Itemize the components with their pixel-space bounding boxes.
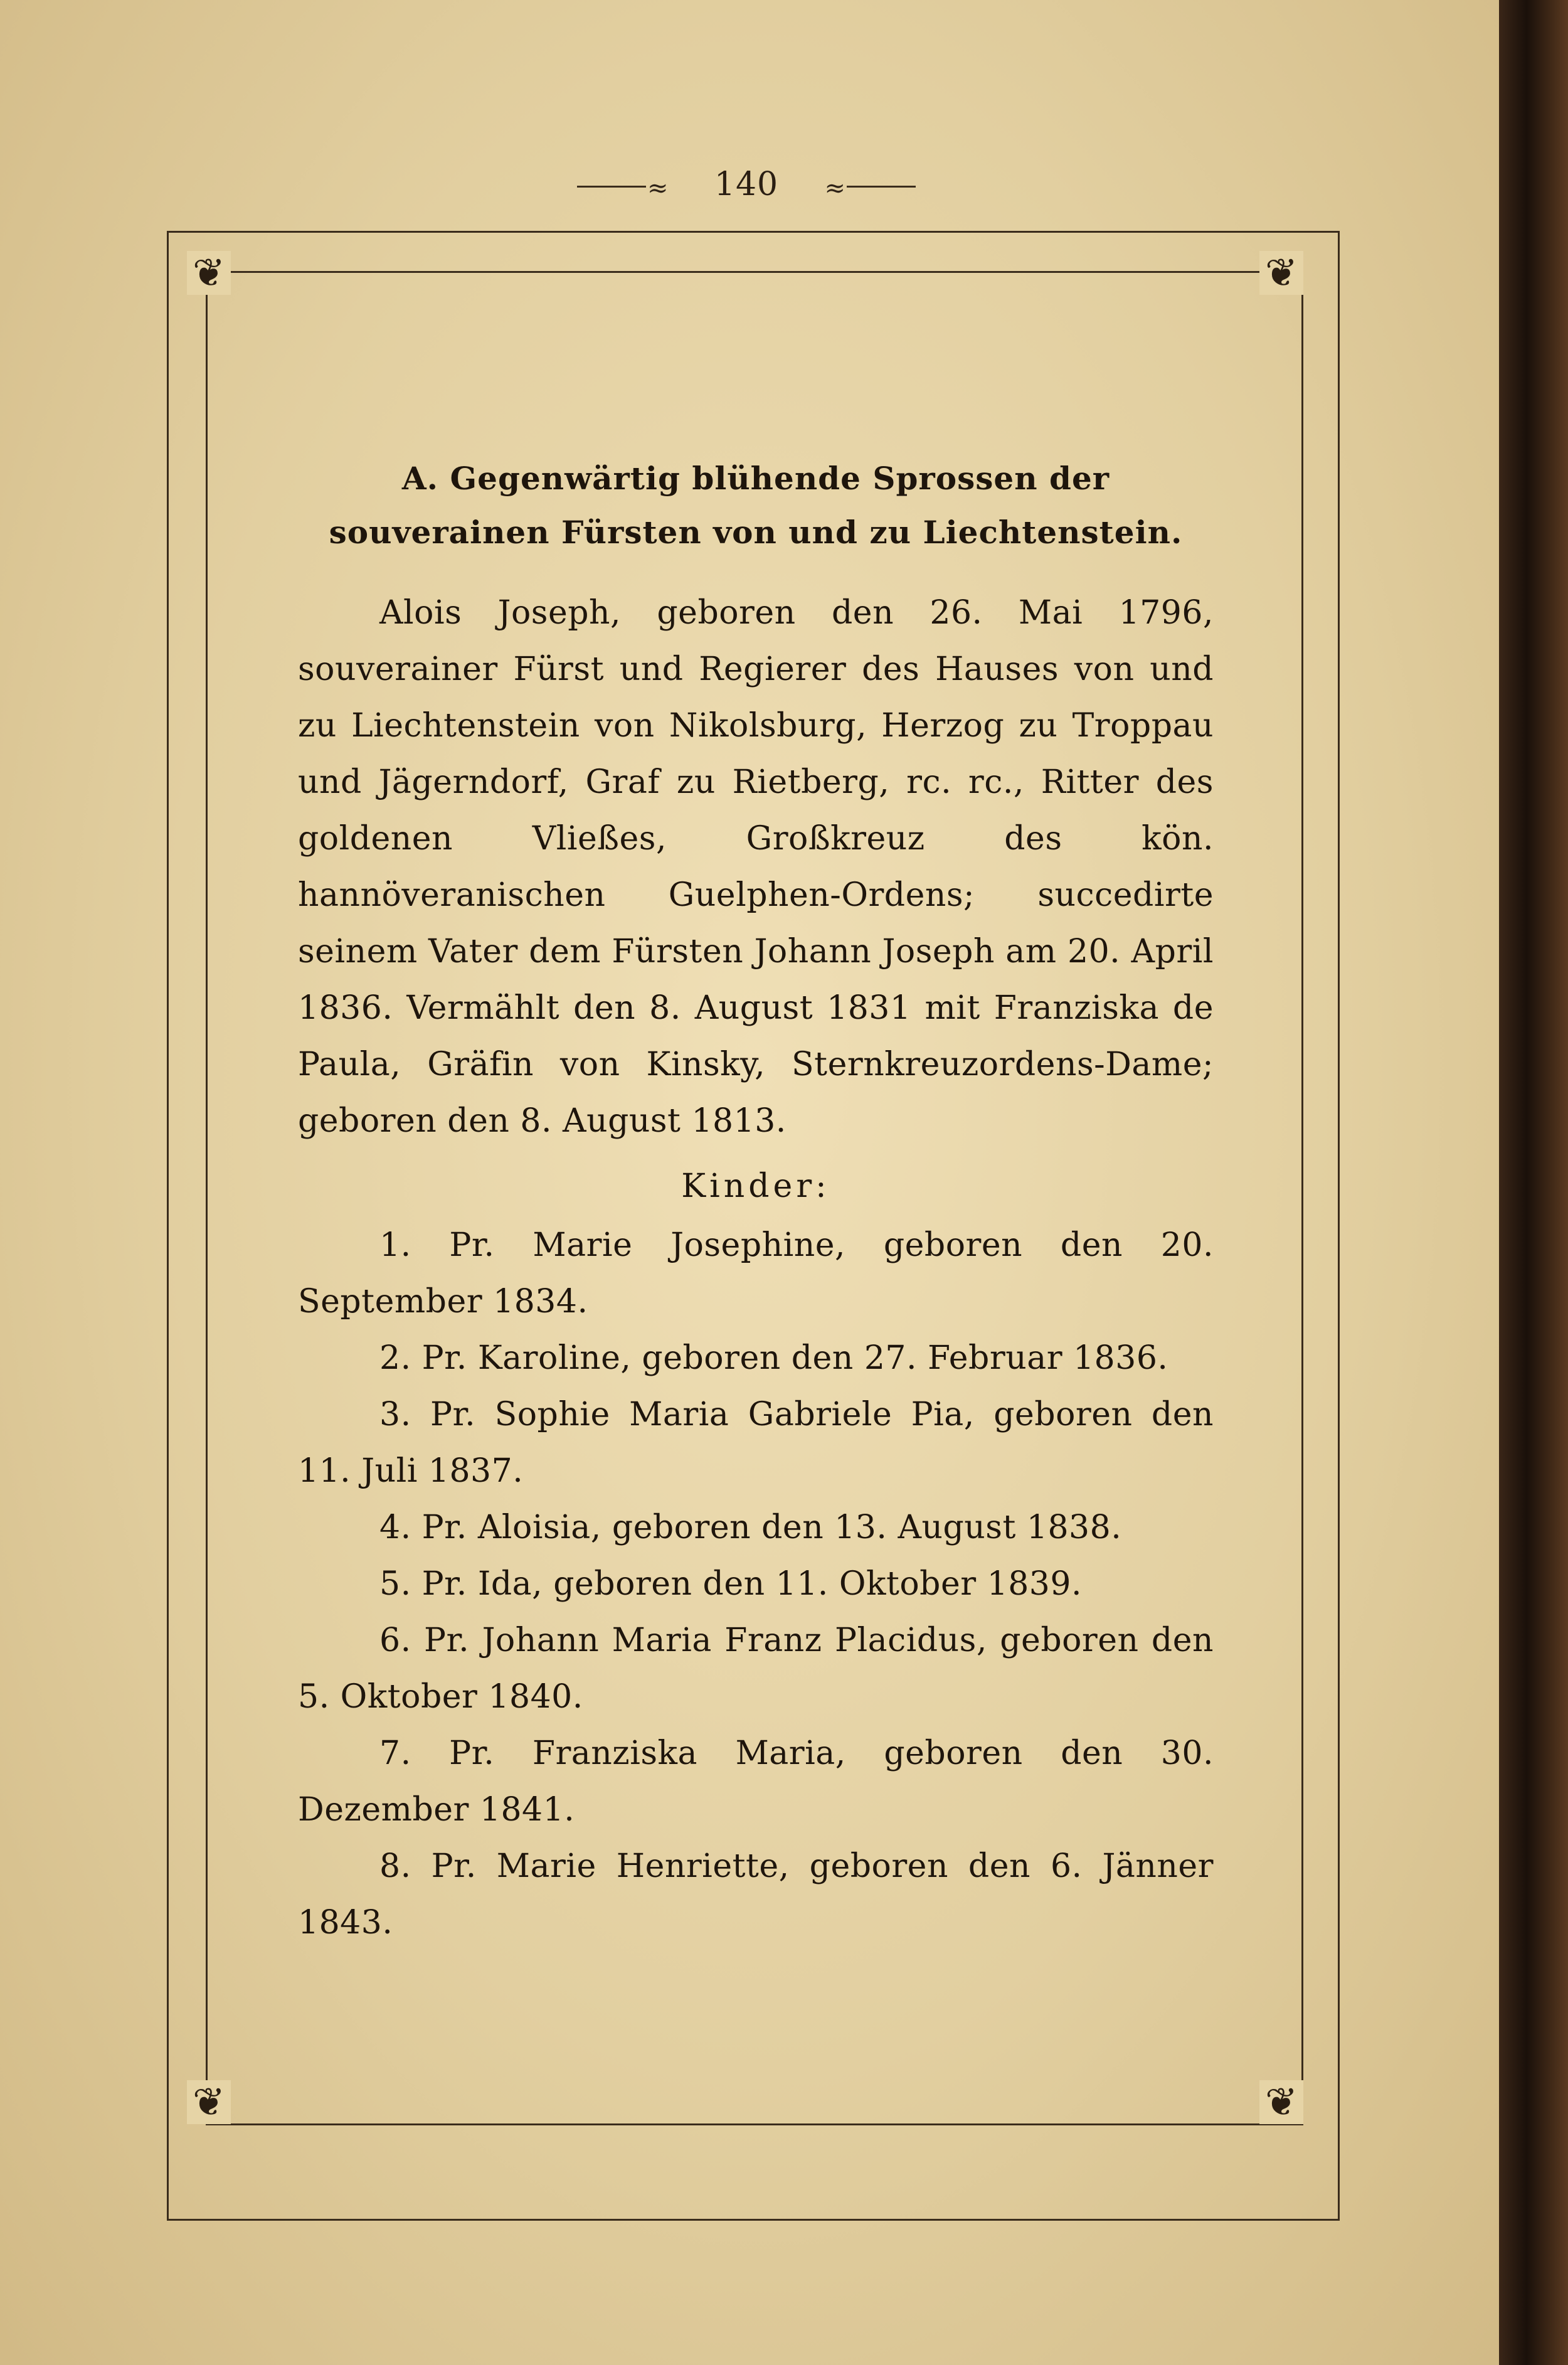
child-entry-5: 5. Pr. Ida, geboren den 11. Oktober 1839. [379,1565,1082,1603]
child-entry-1: 1. Pr. Marie Josephine, geboren den 20. September 1834. [298,1226,1214,1321]
section-heading: A. Gegenwärtig blühende Sprossen der souverainen Fürsten von und zu Liechtenstein. [329,460,1183,551]
page-header [577,164,916,208]
corner-ornament-top-left-icon: ❦ [187,251,231,295]
corner-ornament-top-right-icon: ❦ [1259,251,1303,295]
child-entry-4: 4. Pr. Aloisia, geboren den 13. August 1838. [379,1509,1122,1546]
child-entry-2: 2. Pr. Karoline, geboren den 27. Februar 1836. [379,1339,1168,1377]
header-ornament-right-icon: ≈ [824,174,845,203]
child-entry-8: 8. Pr. Marie Henriette, geboren den 6. Jänner 1843. [298,1847,1214,1942]
book-spine-edge [1499,0,1568,2365]
corner-ornament-bottom-right-icon: ❦ [1259,2080,1303,2124]
children-label: Kinder: [681,1167,830,1205]
page-number: 140 [714,166,779,203]
biography-paragraph: Alois Joseph, geboren den 26. Mai 1796, souverainer Fürst und Regierer des Hauses von und zu Liechtenstein von Nikolsburg, Herzog zu Troppau und Jägerndorf, Graf zu Rietberg, rc. rc., Ritter des goldenen Vließes, Großkreuz des kön. hannöveranischen Guelphen-Ordens; succedirte seinem Vater dem Fürsten Johann Joseph am 20. April 1836. Vermählt den 8. August 1831 mit Franziska de Paula, Gräfin von Kinsky, Sternkreuzordens-Dame; geboren den 8. August 1813. [298,594,1214,1140]
child-entry-6: 6. Pr. Johann Maria Franz Placidus, geboren den 5. Oktober 1840. [298,1622,1214,1716]
header-ornament-left-icon: ≈ [647,174,669,203]
page-content [298,452,1214,1951]
child-entry-3: 3. Pr. Sophie Maria Gabriele Pia, geboren den 11. Juli 1837. [298,1396,1214,1490]
corner-ornament-bottom-left-icon: ❦ [187,2080,231,2124]
child-entry-7: 7. Pr. Franziska Maria, geboren den 30. Dezember 1841. [298,1735,1214,1829]
header-rule-right [847,186,916,188]
